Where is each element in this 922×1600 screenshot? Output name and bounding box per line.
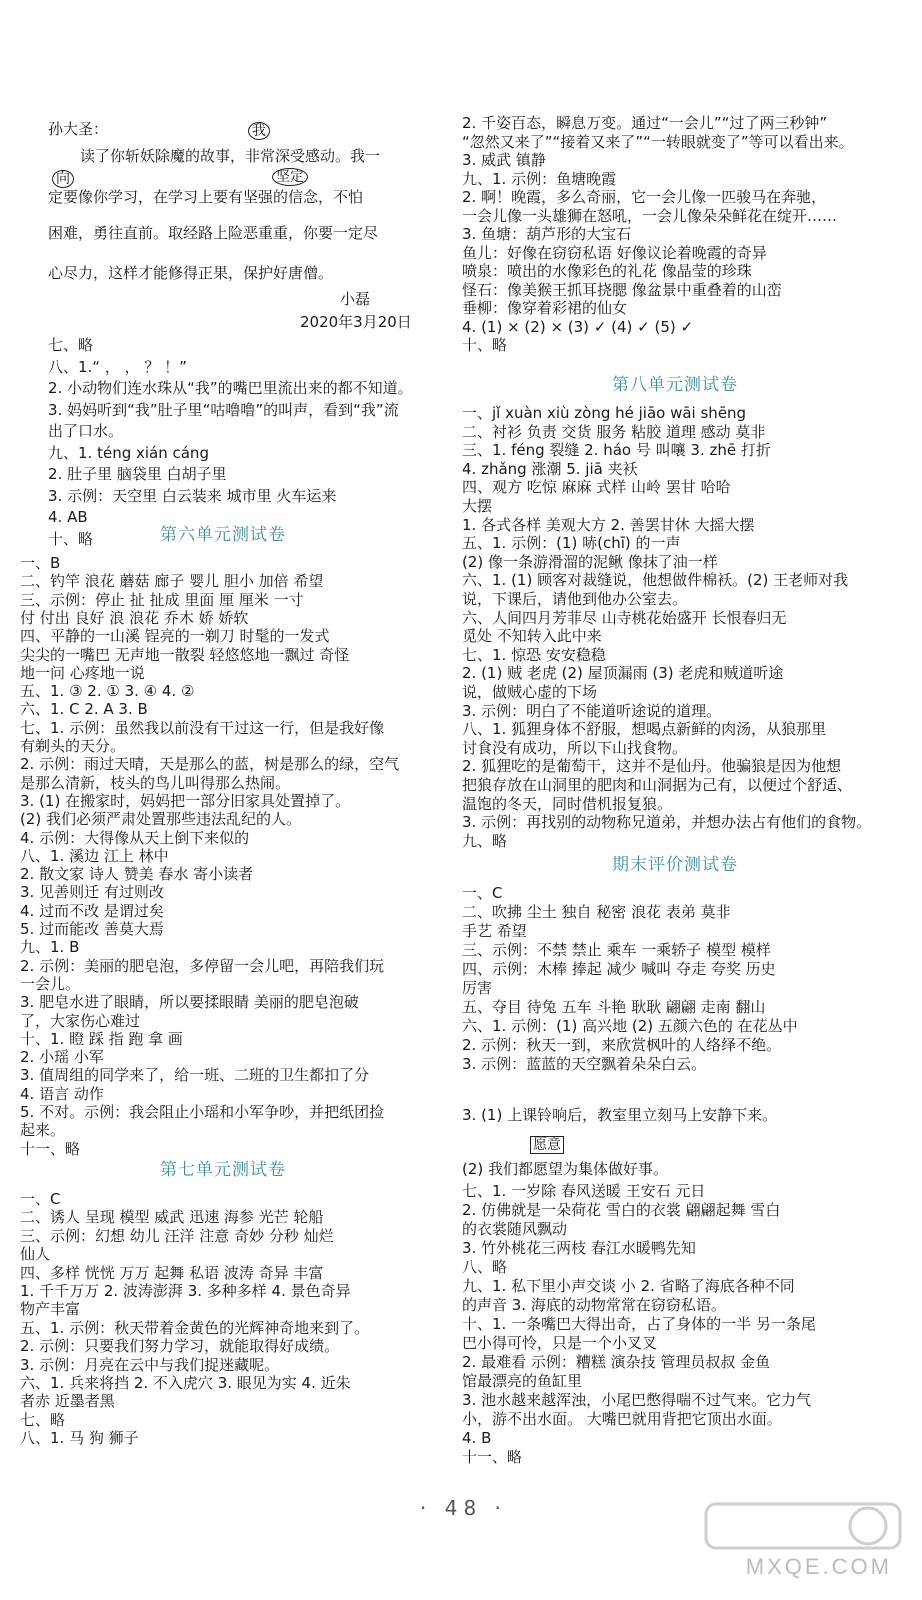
answer-line: 七、1. 一岁除 春风送暖 王安石 元日 bbox=[462, 1182, 706, 1200]
answer-line: 4. 语言 动作 bbox=[20, 1084, 104, 1103]
edit-line-2: (2) 我们都愿望为集体做好事。 bbox=[462, 1160, 669, 1178]
edit-mark-yuanyi: 愿意 bbox=[530, 1134, 564, 1156]
answer-line: 十一、略 bbox=[20, 1139, 81, 1158]
answer-line: 2. (1) 贼 老虎 (2) 屋顶漏雨 (3) 老虎和贼道听途 bbox=[462, 664, 784, 683]
answer-line: 垂柳：像穿着彩裙的仙女 bbox=[462, 299, 628, 317]
answer-line: 2. 狐狸吃的是葡萄干，这并不是仙丹。他骗狼是因为他想 bbox=[462, 757, 842, 776]
answer-line: 馆最漂亮的鱼缸里 bbox=[462, 1372, 583, 1390]
watermark-text: MXQE.COM bbox=[745, 1554, 892, 1579]
correction-mark-xiang: 向 bbox=[52, 168, 74, 190]
answer-line: 厉害 bbox=[462, 979, 493, 997]
letter-line-4: 心尽力，这样才能修得正果，保护好唐僧。 bbox=[48, 264, 334, 282]
answer-line: 一、C bbox=[462, 884, 503, 902]
answer-line: 3. 妈妈听到“我”肚子里“咕噜噜”的叫声，看到“我”流 bbox=[48, 400, 399, 419]
answer-line: 二、衬衫 负责 交货 服务 粘胶 道理 感动 莫非 bbox=[462, 422, 766, 441]
answer-line: 巴小得可怜，只是一个小叉叉 bbox=[462, 1334, 658, 1352]
answer-line: 3. 示例：蓝蓝的天空飘着朵朵白云。 bbox=[462, 1055, 707, 1073]
answer-line: 六、1. 兵来将挡 2. 不入虎穴 3. 眼见为实 4. 近朱 bbox=[20, 1374, 351, 1392]
answer-line: 九、1. 示例：鱼塘晚霞 bbox=[462, 169, 617, 188]
answer-line: 1. 千千万万 2. 波涛澎湃 3. 多种多样 4. 景色奇异 bbox=[20, 1282, 351, 1300]
heading-unit-6: 第六单元测试卷 bbox=[160, 525, 286, 545]
answer-line: 2. 最难看 示例：糟糕 演杂技 管理员叔叔 金鱼 bbox=[462, 1353, 771, 1371]
answer-line: 说，下课后，请他到他办公室去。 bbox=[462, 590, 688, 608]
answer-line: 讨食没有成功，所以下山找食物。 bbox=[462, 738, 688, 757]
answer-line: 一、B bbox=[20, 554, 61, 572]
answer-line: 了，大家伤心难过 bbox=[20, 1011, 141, 1030]
answer-line: “忽然又来了”“接着又来了”“一转眼就变了”等可以看出来。 bbox=[462, 132, 854, 151]
answer-line: 2. 示例：美丽的肥皂泡，多停留一会儿吧，再陪我们玩 bbox=[20, 956, 385, 975]
answer-line: 六、1. (1) 顾客对裁缝说，他想做件棉袄。(2) 王老师对我 bbox=[462, 571, 849, 590]
answer-line: 2. 小瑶 小军 bbox=[20, 1048, 104, 1067]
answer-line: 九、1. B bbox=[20, 938, 80, 957]
answer-line: 2. 仿佛就是一朵荷花 雪白的衣裳 翩翩起舞 雪白 bbox=[462, 1201, 781, 1219]
answer-line: 2. 散文家 诗人 赞美 春水 寄小读者 bbox=[20, 865, 254, 884]
answer-line: 3. 示例：天空里 白云装来 城市里 火车运来 bbox=[48, 486, 337, 505]
answer-line: 七、略 bbox=[48, 336, 94, 354]
answer-line: 2. 小动物们连水珠从“我”的嘴巴里流出来的都不知道。 bbox=[48, 379, 413, 397]
answer-line: 三、示例：停止 扯 扯成 里面 厘 厘米 一寸 bbox=[20, 590, 304, 609]
answer-line: 九、1. 私下里小声交谈 小 2. 省略了海底各种不同 bbox=[462, 1277, 795, 1295]
answer-line: 怪石：像美猴王抓耳挠腮 像盆景中重叠着的山峦 bbox=[462, 280, 782, 299]
answer-line: 二、诱人 呈现 模型 威武 迅速 海参 光芒 轮船 bbox=[20, 1208, 324, 1227]
answer-line: 小，游不出水面。 大嘴巴就用背把它顶出水面。 bbox=[462, 1410, 782, 1428]
answer-line: 4. AB bbox=[48, 508, 88, 526]
letter-line-1: 读了你斩妖除魔的故事，非常深受感动。我一 bbox=[80, 147, 381, 165]
answer-line: 大摆 bbox=[462, 497, 493, 515]
answer-line: 4. 示例：大得像从天上倒下来似的 bbox=[20, 828, 250, 847]
answer-line: 三、1. féng 裂缝 2. háo 号 叫嚷 3. zhē 打折 bbox=[462, 441, 771, 460]
answer-line: 七、1. 示例：虽然我以前没有干过这一行，但是我好像 bbox=[20, 718, 385, 737]
heading-final: 期末评价测试卷 bbox=[612, 855, 738, 875]
answer-line: (2) 我们必须严肃处置那些违法乱纪的人。 bbox=[20, 810, 302, 829]
answer-line: 五、夺目 待兔 五车 斗艳 耿耿 翩翩 走南 翻山 bbox=[462, 998, 766, 1016]
answer-line: 四、平静的一山溪 锃亮的一剃刀 时髦的一发式 bbox=[20, 627, 330, 646]
correction-mark-wo: 我 bbox=[248, 120, 270, 142]
answer-line: 的衣裳随风飘动 bbox=[462, 1220, 568, 1238]
answer-line: 五、1. 示例：秋天带着金黄色的光辉神奇地来到了。 bbox=[20, 1318, 370, 1337]
answer-line: 付 付出 良好 浪 浪花 乔木 娇 娇软 bbox=[20, 608, 249, 627]
answer-line: 觅处 不知转入此中来 bbox=[462, 627, 602, 646]
answer-line: 喷泉：喷出的水像彩色的礼花 像晶莹的珍珠 bbox=[462, 262, 752, 280]
answer-line: 3. 肥皂水进了眼睛，所以要揉眼睛 美丽的肥皂泡破 bbox=[20, 993, 359, 1012]
answer-line: 说，做贼心虚的下场 bbox=[462, 683, 598, 701]
answer-line: 七、1. 惊恐 安安稳稳 bbox=[462, 645, 606, 664]
answer-line: 十、略 bbox=[48, 529, 94, 548]
letter-line-2: 定要像你学习，在学习上要有坚强的信念，不怕 bbox=[48, 188, 364, 206]
edit-line-1: 3. (1) 上课铃响后，教室里立刻马上安静下来。 bbox=[462, 1106, 778, 1124]
answer-line: 五、1. ③ 2. ① 3. ④ 4. ② bbox=[20, 682, 195, 701]
answer-line: 六、人间四月芳菲尽 山寺桃花始盛开 长恨春归无 bbox=[462, 608, 787, 627]
heading-unit-8: 第八单元测试卷 bbox=[612, 375, 738, 395]
answer-line: 物产丰富 bbox=[20, 1300, 81, 1319]
answer-line: 出了口水。 bbox=[48, 422, 124, 440]
answer-line: 3. 威武 镇静 bbox=[462, 151, 546, 169]
answer-line: 4. (1) × (2) × (3) ✓ (4) ✓ (5) ✓ bbox=[462, 317, 694, 336]
answer-line: 地一问 心疼地一说 bbox=[20, 663, 145, 682]
correction-mark-jianding: 坚定 bbox=[272, 166, 308, 188]
answer-line: 4. B bbox=[462, 1429, 492, 1447]
letter-line-3: 困难，勇往直前。取经路上险恶重重，你要一定尽 bbox=[48, 224, 379, 242]
answer-line: 2. 示例：秋天一到，来欣赏枫叶的人络绎不绝。 bbox=[462, 1036, 782, 1054]
answer-line: 3. 池水越来越浑浊，小尾巴憋得喘不过气来。它力气 bbox=[462, 1391, 812, 1409]
answer-line: 手艺 希望 bbox=[462, 922, 527, 940]
answer-line: 3. 示例：月亮在云中与我们捉迷藏呢。 bbox=[20, 1355, 280, 1374]
heading-unit-7: 第七单元测试卷 bbox=[160, 1160, 286, 1180]
answer-line: 3. 见善则迁 有过则改 bbox=[20, 883, 164, 902]
letter-signature: 小磊 bbox=[340, 290, 371, 308]
answer-line: 八、1. 溪边 江上 林中 bbox=[20, 846, 169, 865]
answer-line: 四、示例：木棒 捧起 减少 喊叫 夺走 夸奖 历史 bbox=[462, 960, 776, 978]
answer-line: 尖尖的一嘴巴 无声地一散裂 轻悠悠地一飘过 奇怪 bbox=[20, 645, 350, 664]
answer-line: 四、多样 恍恍 万万 起舞 私语 波涛 奇异 丰富 bbox=[20, 1263, 324, 1282]
answer-line: 3. 示例：再找别的动物称兄道弟，并想办法占有他们的食物。 bbox=[462, 813, 872, 832]
answer-line: 十、略 bbox=[462, 336, 508, 354]
answer-line: 六、1. C 2. A 3. B bbox=[20, 700, 148, 719]
answer-line: 十一、略 bbox=[462, 1448, 523, 1466]
answer-line: 八、1. 马 狗 狮子 bbox=[20, 1429, 139, 1448]
answer-line: 十、1. 瞪 踩 指 跑 拿 画 bbox=[20, 1029, 183, 1048]
answer-line: 5. 过而能改 善莫大焉 bbox=[20, 920, 164, 938]
page-number: · 48 · bbox=[420, 1496, 507, 1520]
answer-line: 2. 啊！晚霞，多么奇丽，它一会儿像一匹骏马在奔驰， bbox=[462, 188, 827, 206]
answer-line: 3. 竹外桃花三两枝 春江水暖鸭先知 bbox=[462, 1239, 696, 1257]
answer-line: 一、jǐ xuàn xiù zòng hé jiāo wāi shēng bbox=[462, 404, 747, 422]
answer-line: 六、1. 示例：(1) 高兴地 (2) 五颜六色的 在花丛中 bbox=[462, 1017, 798, 1035]
answer-line: 是那么清新，枝头的鸟儿叫得那么热闹。 bbox=[20, 773, 291, 792]
answer-line: 3. (1) 在搬家时，妈妈把一部分旧家具处置掉了。 bbox=[20, 791, 351, 810]
answer-line: 七、略 bbox=[20, 1410, 66, 1429]
answer-line: 三、示例：幻想 幼儿 汪洋 注意 奇妙 分秒 灿烂 bbox=[20, 1226, 334, 1245]
answer-line: 1. 各式各样 美观大方 2. 善罢甘休 大摇大摆 bbox=[462, 515, 755, 534]
letter-date: 2020年3月20日 bbox=[300, 313, 412, 331]
answer-line: 二、钓竿 浪花 蘑菇 廊子 婴儿 胆小 加倍 希望 bbox=[20, 572, 324, 591]
answer-line: 鱼儿：好像在窃窃私语 好像议论着晚霞的奇异 bbox=[462, 243, 767, 262]
answer-line: 3. 值周组的同学来了，给一班、二班的卫生都扣了分 bbox=[20, 1066, 370, 1085]
answer-line: (2) 像一条游滑溜的泥鳅 像抹了油一样 bbox=[462, 552, 718, 571]
answer-line: 九、1. téng xián cáng bbox=[48, 443, 209, 462]
answer-line: 一会儿。 bbox=[20, 974, 81, 993]
answer-line: 一会儿像一头雄狮在怒吼，一会儿像朵朵鲜花在绽开…… bbox=[462, 206, 838, 225]
answer-line: 4. 过而不改 是谓过矣 bbox=[20, 901, 164, 920]
answer-line: 四、观方 吃惊 麻麻 式样 山岭 罢甘 哈哈 bbox=[462, 478, 731, 497]
answer-line: 十、1. 一条嘴巴大得出奇，占了身体的一半 另一条尾 bbox=[462, 1315, 816, 1333]
letter-salutation: 孙大圣： bbox=[48, 120, 109, 138]
answer-line: 起来。 bbox=[20, 1121, 66, 1140]
answer-line: 三、示例：不禁 禁止 乘车 一乘轿子 模型 模样 bbox=[462, 941, 771, 959]
answer-line: 八、1. 狐狸身体不舒服，想喝点新鲜的肉汤，从狼那里 bbox=[462, 720, 827, 739]
answer-line: 者赤 近墨者黑 bbox=[20, 1392, 115, 1411]
answer-line: 2. 示例：雨过天晴，天是那么的蓝，树是那么的绿，空气 bbox=[20, 755, 400, 774]
answer-line: 有剃头的天分。 bbox=[20, 737, 126, 755]
answer-line: 九、略 bbox=[462, 831, 508, 850]
answer-line: 把狼存放在山洞里的肥肉和山洞据为己有，以便过个舒适、 bbox=[462, 776, 853, 794]
answer-line: 仙人 bbox=[20, 1245, 51, 1264]
answer-line: 2. 示例：只要我们努力学习，就能取得好成绩。 bbox=[20, 1337, 340, 1356]
answer-line: 二、吹拂 尘土 独自 秘密 浪花 表弟 莫非 bbox=[462, 903, 731, 921]
answer-line: 八、1.“ ， ， ？ ！” bbox=[48, 357, 187, 376]
answer-line: 3. 示例：明白了不能道听途说的道理。 bbox=[462, 701, 722, 720]
answer-line: 八、略 bbox=[462, 1258, 508, 1276]
answer-line: 2. 千姿百态，瞬息万变。通过“一会儿”“过了两三秒钟” bbox=[462, 114, 828, 132]
answer-line: 的声音 3. 海底的动物常常在窃窃私语。 bbox=[462, 1296, 726, 1314]
answer-line: 3. 鱼塘：葫芦形的大宝石 bbox=[462, 225, 632, 243]
answer-line: 温饱的冬天，同时借机报复狼。 bbox=[462, 794, 673, 813]
answer-line: 五、1. 示例：(1) 哧(chī) 的一声 bbox=[462, 534, 681, 553]
answer-line: 2. 肚子里 脑袋里 白胡子里 bbox=[48, 465, 227, 483]
answer-line: 5. 不对。示例：我会阻止小瑶和小军争吵，并把纸团捡 bbox=[20, 1103, 385, 1121]
answer-line: 4. zhǎng 涨潮 5. jiā 夹袄 bbox=[462, 459, 638, 478]
answer-line: 一、C bbox=[20, 1190, 61, 1208]
